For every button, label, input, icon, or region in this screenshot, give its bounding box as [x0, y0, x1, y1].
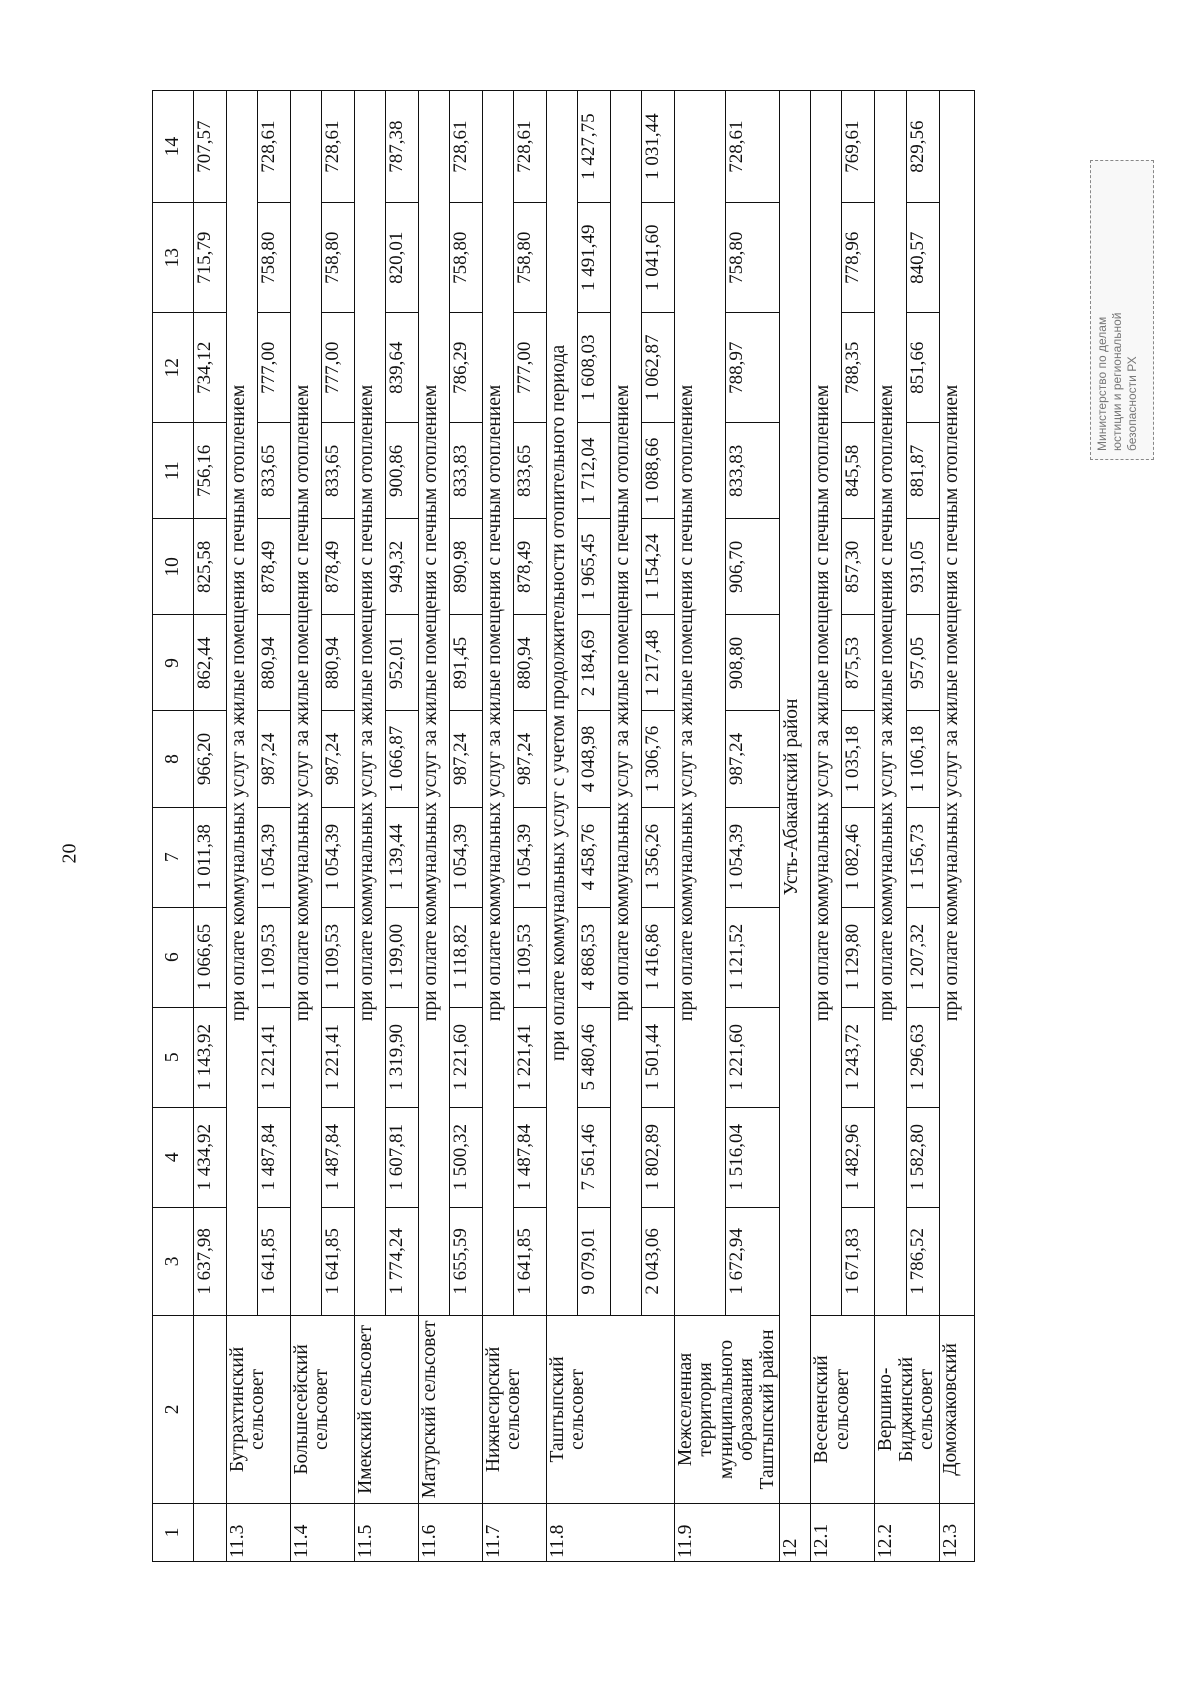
- value-cell: 715,79: [194, 203, 227, 313]
- value-cell: 931,05: [906, 519, 939, 615]
- value-cell: 829,56: [906, 91, 939, 203]
- subheading: при оплате коммунальных услуг за жилые помещения с печным отоплением: [875, 91, 906, 1316]
- value-cell: 1 221,41: [514, 1007, 547, 1107]
- column-header: 7: [153, 807, 194, 907]
- value-cell: 1 487,84: [322, 1107, 355, 1207]
- subheading: при оплате коммунальных услуг за жилые помещения с печным отоплением: [483, 91, 514, 1316]
- registration-stamp: [1090, 160, 1154, 460]
- value-cell: 987,24: [450, 711, 483, 807]
- value-cell: 1 054,39: [258, 807, 291, 907]
- row-number: 11.9: [675, 1503, 780, 1561]
- header-row: [153, 91, 194, 1562]
- column-header: 13: [153, 203, 194, 313]
- subheading: при оплате коммунальных услуг за жилые помещения с печным отоплением: [811, 91, 842, 1316]
- row-number: 11.3: [227, 1503, 291, 1561]
- column-header: 9: [153, 615, 194, 711]
- value-cell: 758,80: [726, 203, 780, 313]
- value-cell: 1 221,60: [450, 1007, 483, 1107]
- value-cell: 1 035,18: [842, 711, 875, 807]
- value-cell: 1 054,39: [322, 807, 355, 907]
- value-cell: 1 965,45: [578, 519, 611, 615]
- value-cell: 1 641,85: [258, 1207, 291, 1315]
- subheading-row: [419, 91, 450, 1562]
- subheading: при оплате коммунальных услуг за жилые помещения с печным отоплением: [675, 91, 726, 1316]
- subheading-row: [547, 91, 578, 1562]
- value-cell: 966,20: [194, 711, 227, 807]
- value-cell: 1 637,98: [194, 1207, 227, 1315]
- rotated-table-container: [152, 90, 1052, 1562]
- value-cell: 4 868,53: [578, 907, 611, 1007]
- row-number: 12.2: [875, 1503, 939, 1561]
- value-cell: 769,61: [842, 91, 875, 203]
- settlement-name: Таштыпский сельсовет: [547, 1315, 675, 1503]
- value-cell: 1 582,80: [906, 1107, 939, 1207]
- value-cell: 1 641,85: [514, 1207, 547, 1315]
- subheading: при оплате коммунальных услуг с учетом продолжительности отопительного периода: [547, 91, 578, 1316]
- value-cell: 833,83: [726, 423, 780, 519]
- subheading-row: [875, 91, 906, 1562]
- value-cell: 1 655,59: [450, 1207, 483, 1315]
- value-cell: 758,80: [258, 203, 291, 313]
- value-cell: 788,97: [726, 313, 780, 423]
- value-cell: 1 296,63: [906, 1007, 939, 1107]
- table-body: [194, 91, 975, 1562]
- row-number: 11.6: [419, 1503, 483, 1561]
- value-cell: 878,49: [322, 519, 355, 615]
- subheading: при оплате коммунальных услуг за жилые помещения с печным отоплением: [419, 91, 450, 1316]
- value-cell: 833,65: [514, 423, 547, 519]
- value-cell: 1 207,32: [906, 907, 939, 1007]
- value-cell: 1 243,72: [842, 1007, 875, 1107]
- subheading-row: [675, 91, 726, 1562]
- value-cell: 1 199,00: [386, 907, 419, 1007]
- value-cell: 1 641,85: [322, 1207, 355, 1315]
- value-cell: 1 031,44: [642, 91, 675, 203]
- value-cell: 1 516,04: [726, 1107, 780, 1207]
- value-cell: 1 221,60: [726, 1007, 780, 1107]
- value-cell: 878,49: [258, 519, 291, 615]
- row-number: 11.8: [547, 1503, 675, 1561]
- value-cell: 734,12: [194, 313, 227, 423]
- settlement-name: Весененский сельсовет: [811, 1315, 875, 1503]
- table-row: [194, 91, 227, 1562]
- subheading: при оплате коммунальных услуг за жилые помещения с печным отоплением: [291, 91, 322, 1316]
- page-number: 20: [58, 843, 81, 864]
- value-cell: 857,30: [842, 519, 875, 615]
- settlement-name: Большесейский сельсовет: [291, 1315, 355, 1503]
- value-cell: 1 066,87: [386, 711, 419, 807]
- settlement-name: Доможаковский: [939, 1315, 974, 1503]
- value-cell: 1 306,76: [642, 711, 675, 807]
- column-header: 12: [153, 313, 194, 423]
- value-cell: 862,44: [194, 615, 227, 711]
- column-header: 5: [153, 1007, 194, 1107]
- row-number: 11.4: [291, 1503, 355, 1561]
- value-cell: 881,87: [906, 423, 939, 519]
- value-cell: 1 109,53: [258, 907, 291, 1007]
- value-cell: 908,80: [726, 615, 780, 711]
- value-cell: 1 121,52: [726, 907, 780, 1007]
- subheading-row: [483, 91, 514, 1562]
- value-cell: 758,80: [322, 203, 355, 313]
- column-header: 8: [153, 711, 194, 807]
- value-cell: 1 482,96: [842, 1107, 875, 1207]
- value-cell: 1 082,46: [842, 807, 875, 907]
- value-cell: 788,35: [842, 313, 875, 423]
- value-cell: 1 109,53: [322, 907, 355, 1007]
- column-header: 3: [153, 1207, 194, 1315]
- value-cell: 987,24: [322, 711, 355, 807]
- value-cell: 1 154,24: [642, 519, 675, 615]
- value-cell: 777,00: [514, 313, 547, 423]
- value-cell: 833,65: [258, 423, 291, 519]
- value-cell: 875,53: [842, 615, 875, 711]
- value-cell: 1 054,39: [450, 807, 483, 907]
- value-cell: 1 221,41: [322, 1007, 355, 1107]
- value-cell: 987,24: [514, 711, 547, 807]
- column-header: 4: [153, 1107, 194, 1207]
- settlement-name: Бутрахтинский сельсовет: [227, 1315, 291, 1503]
- value-cell: 756,16: [194, 423, 227, 519]
- value-cell: 957,05: [906, 615, 939, 711]
- value-cell: 1 066,65: [194, 907, 227, 1007]
- value-cell: 1 608,03: [578, 313, 611, 423]
- subheading-row: [355, 91, 386, 1562]
- value-cell: 1 786,52: [906, 1207, 939, 1315]
- value-cell: 2 184,69: [578, 615, 611, 711]
- value-cell: 987,24: [726, 711, 780, 807]
- value-cell: 1 109,53: [514, 907, 547, 1007]
- settlement-name: Имекский сельсовет: [355, 1315, 419, 1503]
- value-cell: 952,01: [386, 615, 419, 711]
- value-cell: 1 501,44: [642, 1007, 675, 1107]
- value-cell: 1 139,44: [386, 807, 419, 907]
- value-cell: 851,66: [906, 313, 939, 423]
- value-cell: 1 054,39: [726, 807, 780, 907]
- subheading-row: [227, 91, 258, 1562]
- subheading-row: [811, 91, 842, 1562]
- value-cell: 786,29: [450, 313, 483, 423]
- value-cell: 1 319,90: [386, 1007, 419, 1107]
- value-cell: 840,57: [906, 203, 939, 313]
- value-cell: 949,32: [386, 519, 419, 615]
- value-cell: 728,61: [514, 91, 547, 203]
- value-cell: 1 607,81: [386, 1107, 419, 1207]
- value-cell: 1 487,84: [514, 1107, 547, 1207]
- value-cell: 1 672,94: [726, 1207, 780, 1315]
- column-header: 1: [153, 1503, 194, 1561]
- subheading: при оплате коммунальных услуг за жилые помещения с печным отоплением: [611, 91, 642, 1316]
- value-cell: 1 427,75: [578, 91, 611, 203]
- value-cell: 833,65: [322, 423, 355, 519]
- value-cell: 1 143,92: [194, 1007, 227, 1107]
- value-cell: 1 106,18: [906, 711, 939, 807]
- stamp-line: Министерство по делам: [1095, 316, 1109, 451]
- value-cell: 1 129,80: [842, 907, 875, 1007]
- value-cell: 1 434,92: [194, 1107, 227, 1207]
- value-cell: 1 500,32: [450, 1107, 483, 1207]
- value-cell: 778,96: [842, 203, 875, 313]
- value-cell: 777,00: [258, 313, 291, 423]
- value-cell: 9 079,01: [578, 1207, 611, 1315]
- value-cell: 880,94: [514, 615, 547, 711]
- value-cell: 728,61: [726, 91, 780, 203]
- settlement-name: Межселенная территория муниципального образования Таштыпский район: [675, 1315, 780, 1503]
- settlement-name: [194, 1315, 227, 1503]
- row-number: 12: [780, 1503, 811, 1561]
- value-cell: 845,58: [842, 423, 875, 519]
- value-cell: 758,80: [514, 203, 547, 313]
- value-cell: 7 561,46: [578, 1107, 611, 1207]
- value-cell: 2 043,06: [642, 1207, 675, 1315]
- settlement-name: Нижнесирский сельсовет: [483, 1315, 547, 1503]
- row-number: 11.5: [355, 1503, 419, 1561]
- column-header: 6: [153, 907, 194, 1007]
- district-title: Усть-Абаканский район: [780, 91, 811, 1504]
- value-cell: 1 487,84: [258, 1107, 291, 1207]
- column-header: 10: [153, 519, 194, 615]
- value-cell: 880,94: [258, 615, 291, 711]
- value-cell: 1 356,26: [642, 807, 675, 907]
- value-cell: 728,61: [450, 91, 483, 203]
- settlement-name: Матурский сельсовет: [419, 1315, 483, 1503]
- value-cell: 5 480,46: [578, 1007, 611, 1107]
- value-cell: 1 416,86: [642, 907, 675, 1007]
- column-header: 2: [153, 1315, 194, 1503]
- value-cell: 1 041,60: [642, 203, 675, 313]
- value-cell: 4 048,98: [578, 711, 611, 807]
- value-cell: 987,24: [258, 711, 291, 807]
- stamp-line: юстиции и региональной: [1110, 312, 1124, 451]
- value-cell: 707,57: [194, 91, 227, 203]
- value-cell: 4 458,76: [578, 807, 611, 907]
- value-cell: 728,61: [258, 91, 291, 203]
- value-cell: 900,86: [386, 423, 419, 519]
- value-cell: 880,94: [322, 615, 355, 711]
- row-number: [194, 1503, 227, 1561]
- value-cell: 1 011,38: [194, 807, 227, 907]
- value-cell: 820,01: [386, 203, 419, 313]
- value-cell: 1 062,87: [642, 313, 675, 423]
- value-cell: 1 774,24: [386, 1207, 419, 1315]
- value-cell: 825,58: [194, 519, 227, 615]
- value-cell: 758,80: [450, 203, 483, 313]
- value-cell: 1 491,49: [578, 203, 611, 313]
- section-row: [780, 91, 811, 1562]
- value-cell: 787,38: [386, 91, 419, 203]
- value-cell: 878,49: [514, 519, 547, 615]
- table-row: [939, 91, 974, 1562]
- row-number: 11.7: [483, 1503, 547, 1561]
- value-cell: 1 712,04: [578, 423, 611, 519]
- value-cell: 777,00: [322, 313, 355, 423]
- value-cell: 1 221,41: [258, 1007, 291, 1107]
- subheading: при оплате коммунальных услуг за жилые помещения с печным отоплением: [227, 91, 258, 1316]
- value-cell: 1 054,39: [514, 807, 547, 907]
- value-cell: 891,45: [450, 615, 483, 711]
- subheading: при оплате коммунальных услуг за жилые помещения с печным отоплением: [939, 91, 974, 1316]
- subheading: при оплате коммунальных услуг за жилые помещения с печным отоплением: [355, 91, 386, 1316]
- subheading-row: [291, 91, 322, 1562]
- value-cell: 1 118,82: [450, 907, 483, 1007]
- stamp-line: безопасности РХ: [1125, 356, 1139, 451]
- column-header: 14: [153, 91, 194, 203]
- value-cell: 839,64: [386, 313, 419, 423]
- value-cell: 1 671,83: [842, 1207, 875, 1315]
- value-cell: 906,70: [726, 519, 780, 615]
- value-cell: 833,83: [450, 423, 483, 519]
- value-cell: 1 156,73: [906, 807, 939, 907]
- value-cell: 1 802,89: [642, 1107, 675, 1207]
- value-cell: 728,61: [322, 91, 355, 203]
- value-cell: 1 088,66: [642, 423, 675, 519]
- settlement-name: Вершино-Биджинский сельсовет: [875, 1315, 939, 1503]
- tariff-table: [152, 90, 975, 1562]
- value-cell: 890,98: [450, 519, 483, 615]
- row-number: 12.3: [939, 1503, 974, 1561]
- row-number: 12.1: [811, 1503, 875, 1561]
- column-header: 11: [153, 423, 194, 519]
- value-cell: 1 217,48: [642, 615, 675, 711]
